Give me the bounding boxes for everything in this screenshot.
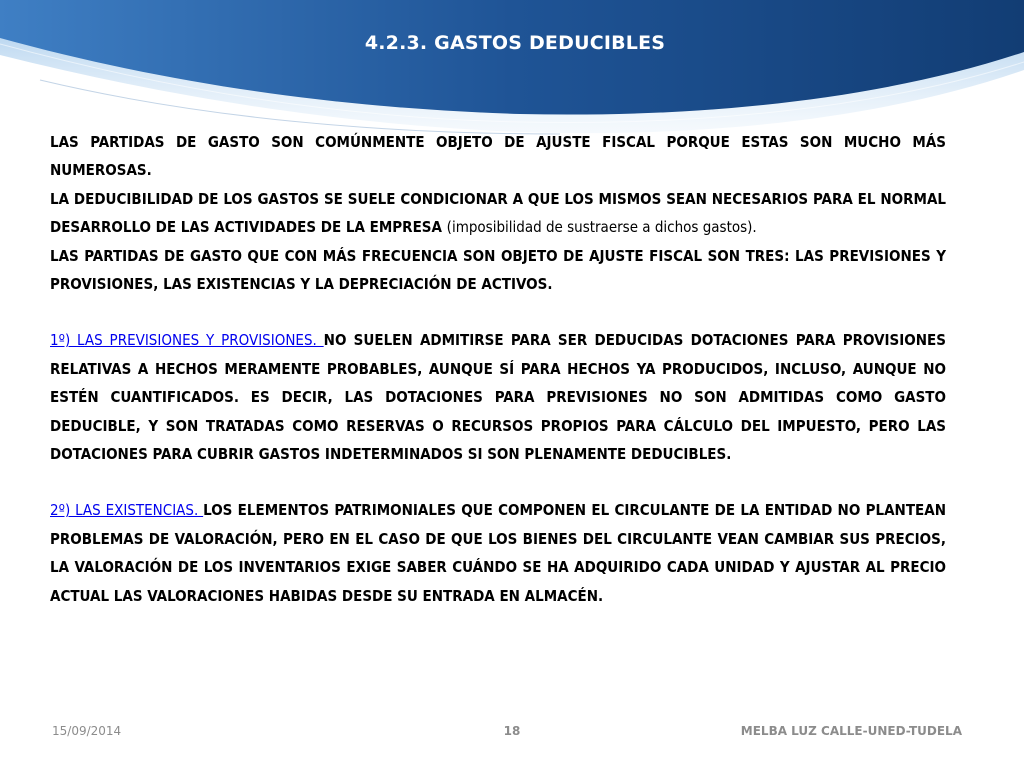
slide-body (50, 128, 946, 610)
paragraph-deducibilidad-text: LA DEDUCIBILIDAD DE LOS GASTOS SE SUELE CONDICIONAR A QUE LOS MISMOS SEAN NECESARIOS PARA EL NORMAL DESARROLLO DE LAS ACTIVIDADES DE LA EMPRESA (50, 189, 946, 237)
paragraph-deducibilidad-note: (imposibilidad de sustraerse a dichos gastos). (446, 218, 757, 237)
footer-date: 15/09/2014 (52, 724, 122, 738)
header-banner (0, 0, 1024, 135)
footer-author: MELBA LUZ CALLE-UNED-TUDELA (740, 724, 962, 738)
previsiones-text: NO SUELEN ADMITIRSE PARA SER DEDUCIDAS DOTACIONES PARA PROVISIONES RELATIVAS A HECHOS MERAMENTE PROBABLES, AUNQUE SÍ PARA HECHOS YA PRODUCIDOS, INCLUSO, AUNQUE NO ESTÉN CUANTIFICADOS. ES DECIR, LAS DOTACIONES PARA PREVISIONES NO SON ADMITIDAS COMO GASTO DEDUCIBLE, Y SON TRATADAS COMO RESERVAS O RECURSOS PROPIOS PARA CÁLCULO DEL IMPUESTO, PERO LAS DOTACIONES PARA CUBRIR GASTOS INDETERMINADOS SI SON PLENAMENTE DEDUCIBLES. (50, 331, 946, 464)
paragraph-deducibilidad (50, 185, 946, 242)
section-existencias (50, 496, 946, 610)
existencias-link[interactable]: 2º) LAS EXISTENCIAS. (50, 501, 204, 520)
paragraph-intro: LAS PARTIDAS DE GASTO SON COMÚNMENTE OBJETO DE AJUSTE FISCAL PORQUE ESTAS SON MUCHO MÁS NUMEROSAS. (50, 133, 946, 180)
previsiones-link[interactable]: 1º) LAS PREVISIONES Y PROVISIONES. (50, 331, 324, 350)
slide-title: 4.2.3. GASTOS DEDUCIBLES (364, 32, 666, 54)
footer-page-number: 18 (503, 724, 521, 738)
section-previsiones (50, 326, 946, 468)
paragraph-partidas: LAS PARTIDAS DE GASTO QUE CON MÁS FRECUENCIA SON OBJETO DE AJUSTE FISCAL SON TRES: LAS PREVISIONES Y PROVISIONES, LAS EXISTENCIAS Y LA DEPRECIACIÓN DE ACTIVOS. (50, 246, 946, 294)
existencias-text: LOS ELEMENTOS PATRIMONIALES QUE COMPONEN EL CIRCULANTE DE LA ENTIDAD NO PLANTEAN PROBLEMAS DE VALORACIÓN, PERO EN EL CASO DE QUE LOS BIENES DEL CIRCULANTE VEAN CAMBIAR SUS PRECIOS, LA VALORACIÓN DE LOS INVENTARIOS EXIGE SABER CUÁNDO SE HA ADQUIRIDO CADA UNIDAD Y AJUSTAR AL PRECIO ACTUAL LAS VALORACIONES HABIDAS DESDE SU ENTRADA EN ALMACÉN. (50, 501, 946, 605)
